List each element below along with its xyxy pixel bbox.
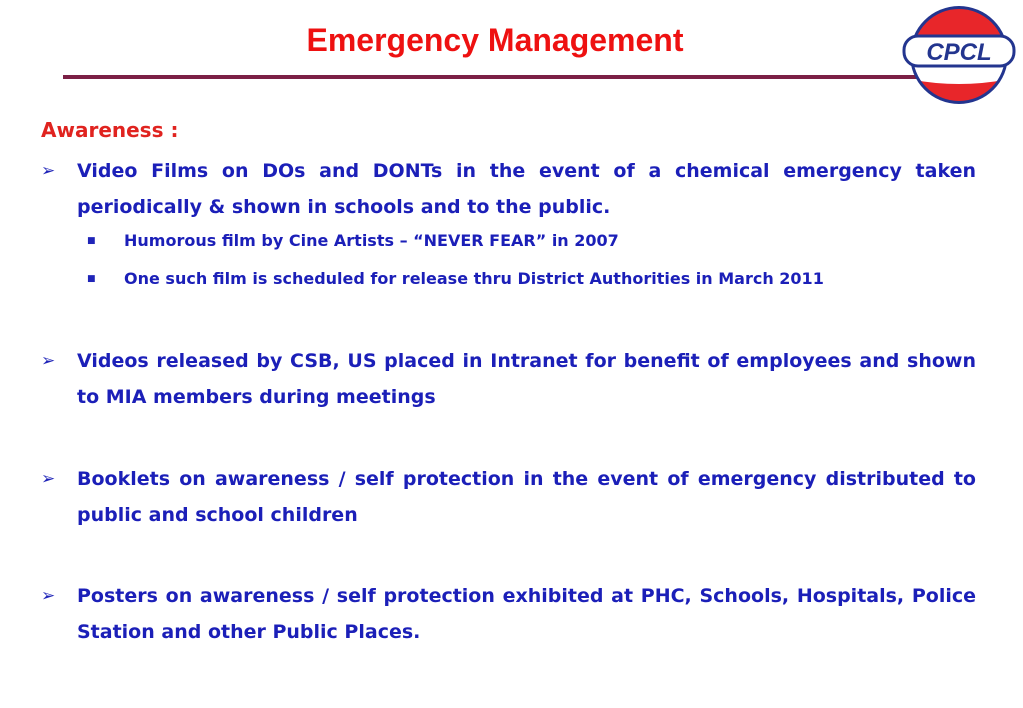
bullet-item: [41, 343, 976, 415]
arrow-bullet-icon: ➢: [41, 351, 56, 371]
bullet-text: Videos released by CSB, US placed in Intranet for benefit of employees and shown to MIA members during meetings: [77, 350, 976, 408]
section-heading: Awareness :: [41, 118, 179, 142]
slide-title: Emergency Management: [306, 22, 684, 58]
arrow-bullet-icon: ➢: [41, 586, 56, 606]
sub-bullet-list: [41, 227, 976, 303]
sub-bullet-text: One such film is scheduled for release thru District Authorities in March 2011: [124, 269, 824, 288]
bullet-item: [41, 153, 976, 303]
cpcl-logo: [901, 3, 1017, 107]
bullet-text: Booklets on awareness / self protection in the event of emergency distributed to public and school children: [77, 468, 976, 526]
sub-bullet-text: Humorous film by Cine Artists – “NEVER FEAR” in 2007: [124, 231, 619, 250]
arrow-bullet-icon: ➢: [41, 469, 56, 489]
square-bullet-icon: ■: [87, 274, 96, 284]
logo-wordmark: CPCL: [926, 39, 992, 66]
arrow-bullet-icon: ➢: [41, 161, 56, 181]
sub-bullet-item: [87, 265, 976, 303]
square-bullet-icon: ■: [87, 236, 96, 246]
title-underline: [63, 75, 920, 79]
bullet-item: [41, 578, 976, 650]
sub-bullet-item: [87, 227, 976, 265]
bullet-item: [41, 461, 976, 533]
bullet-text: Posters on awareness / self protection exhibited at PHC, Schools, Hospitals, Police Station and other Public Places.: [77, 585, 976, 643]
bullet-text: Video Films on DOs and DONTs in the event of a chemical emergency taken periodically & shown in schools and to the public.: [77, 160, 976, 218]
